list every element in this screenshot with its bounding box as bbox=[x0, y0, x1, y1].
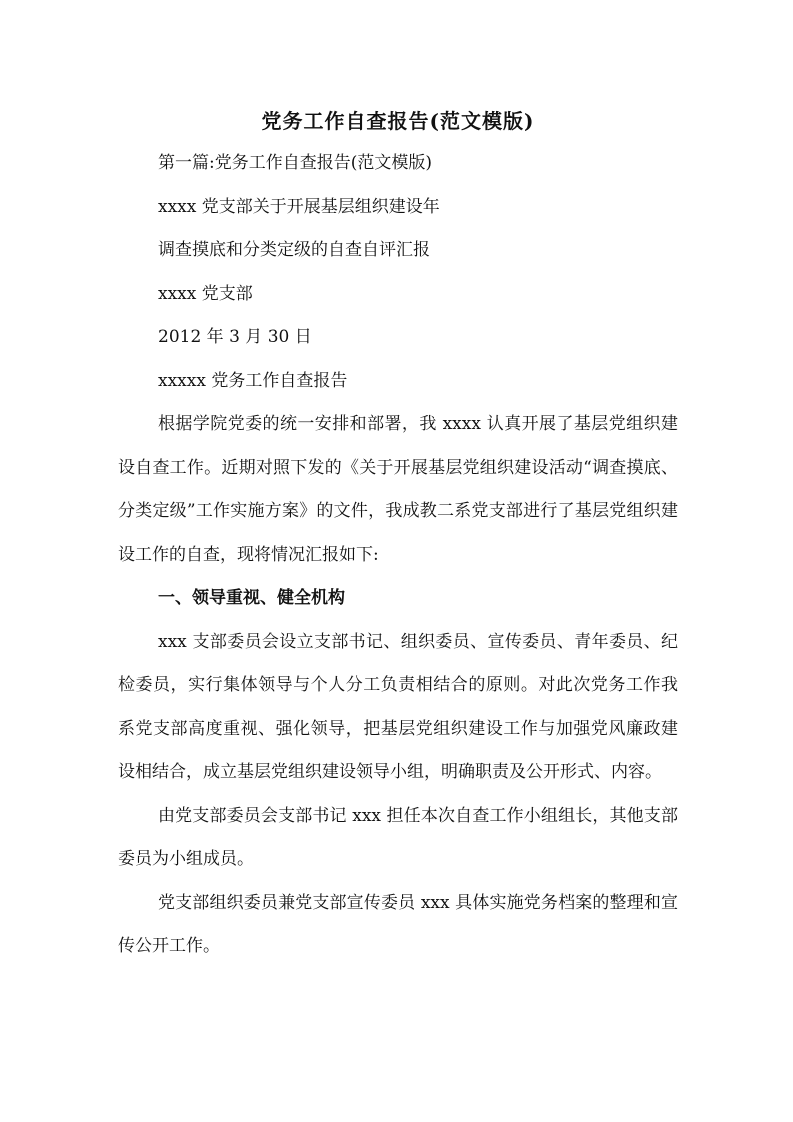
report-name-line: xxxxx 党务工作自查报告 bbox=[158, 370, 348, 391]
document-body bbox=[118, 100, 678, 969]
intro-paragraph: 根据学院党委的统一安排和部署，我 xxxx 认真开展了基层党组织建设自查工作。近期对照下发的《关于开展基层党组织建设活动“调查摸底、分类定级”工作实施方案》的文件，我成教二系党支部进行了基层党组织建设工作的自查，现将情况汇报如下: bbox=[118, 414, 678, 565]
body-paragraph: xxx 支部委员会设立支部书记、组织委员、宣传委员、青年委员、纪检委员，实行集体领导与个人分工负责相结合的原则。对此次党务工作我系党支部高度重视、强化领导，把基层党组织建设工作与加强党风廉政建设相结合，成立基层党组织建设领导小组，明确职责及公开形式、内容。 bbox=[118, 631, 678, 782]
branch-report-line: xxxx 党支部关于开展基层组织建设年 bbox=[158, 196, 440, 217]
report-topic-line: 调查摸底和分类定级的自查自评汇报 bbox=[158, 240, 430, 260]
date-line: 2012 年 3 月 30 日 bbox=[158, 327, 312, 347]
body-paragraph: 由党支部委员会支部书记 xxx 担任本次自查工作小组组长，其他支部委员为小组成员。 bbox=[118, 805, 678, 869]
subtitle-line: 第一篇:党务工作自查报告(范文模版) bbox=[158, 153, 432, 173]
document-title: 党务工作自查报告(范文模版) bbox=[261, 109, 535, 133]
author-line: xxxx 党支部 bbox=[158, 283, 253, 304]
body-paragraph: 党支部组织委员兼党支部宣传委员 xxx 具体实施党务档案的整理和宣传公开工作。 bbox=[118, 892, 678, 956]
section-heading: 一、领导重视、健全机构 bbox=[158, 588, 345, 608]
